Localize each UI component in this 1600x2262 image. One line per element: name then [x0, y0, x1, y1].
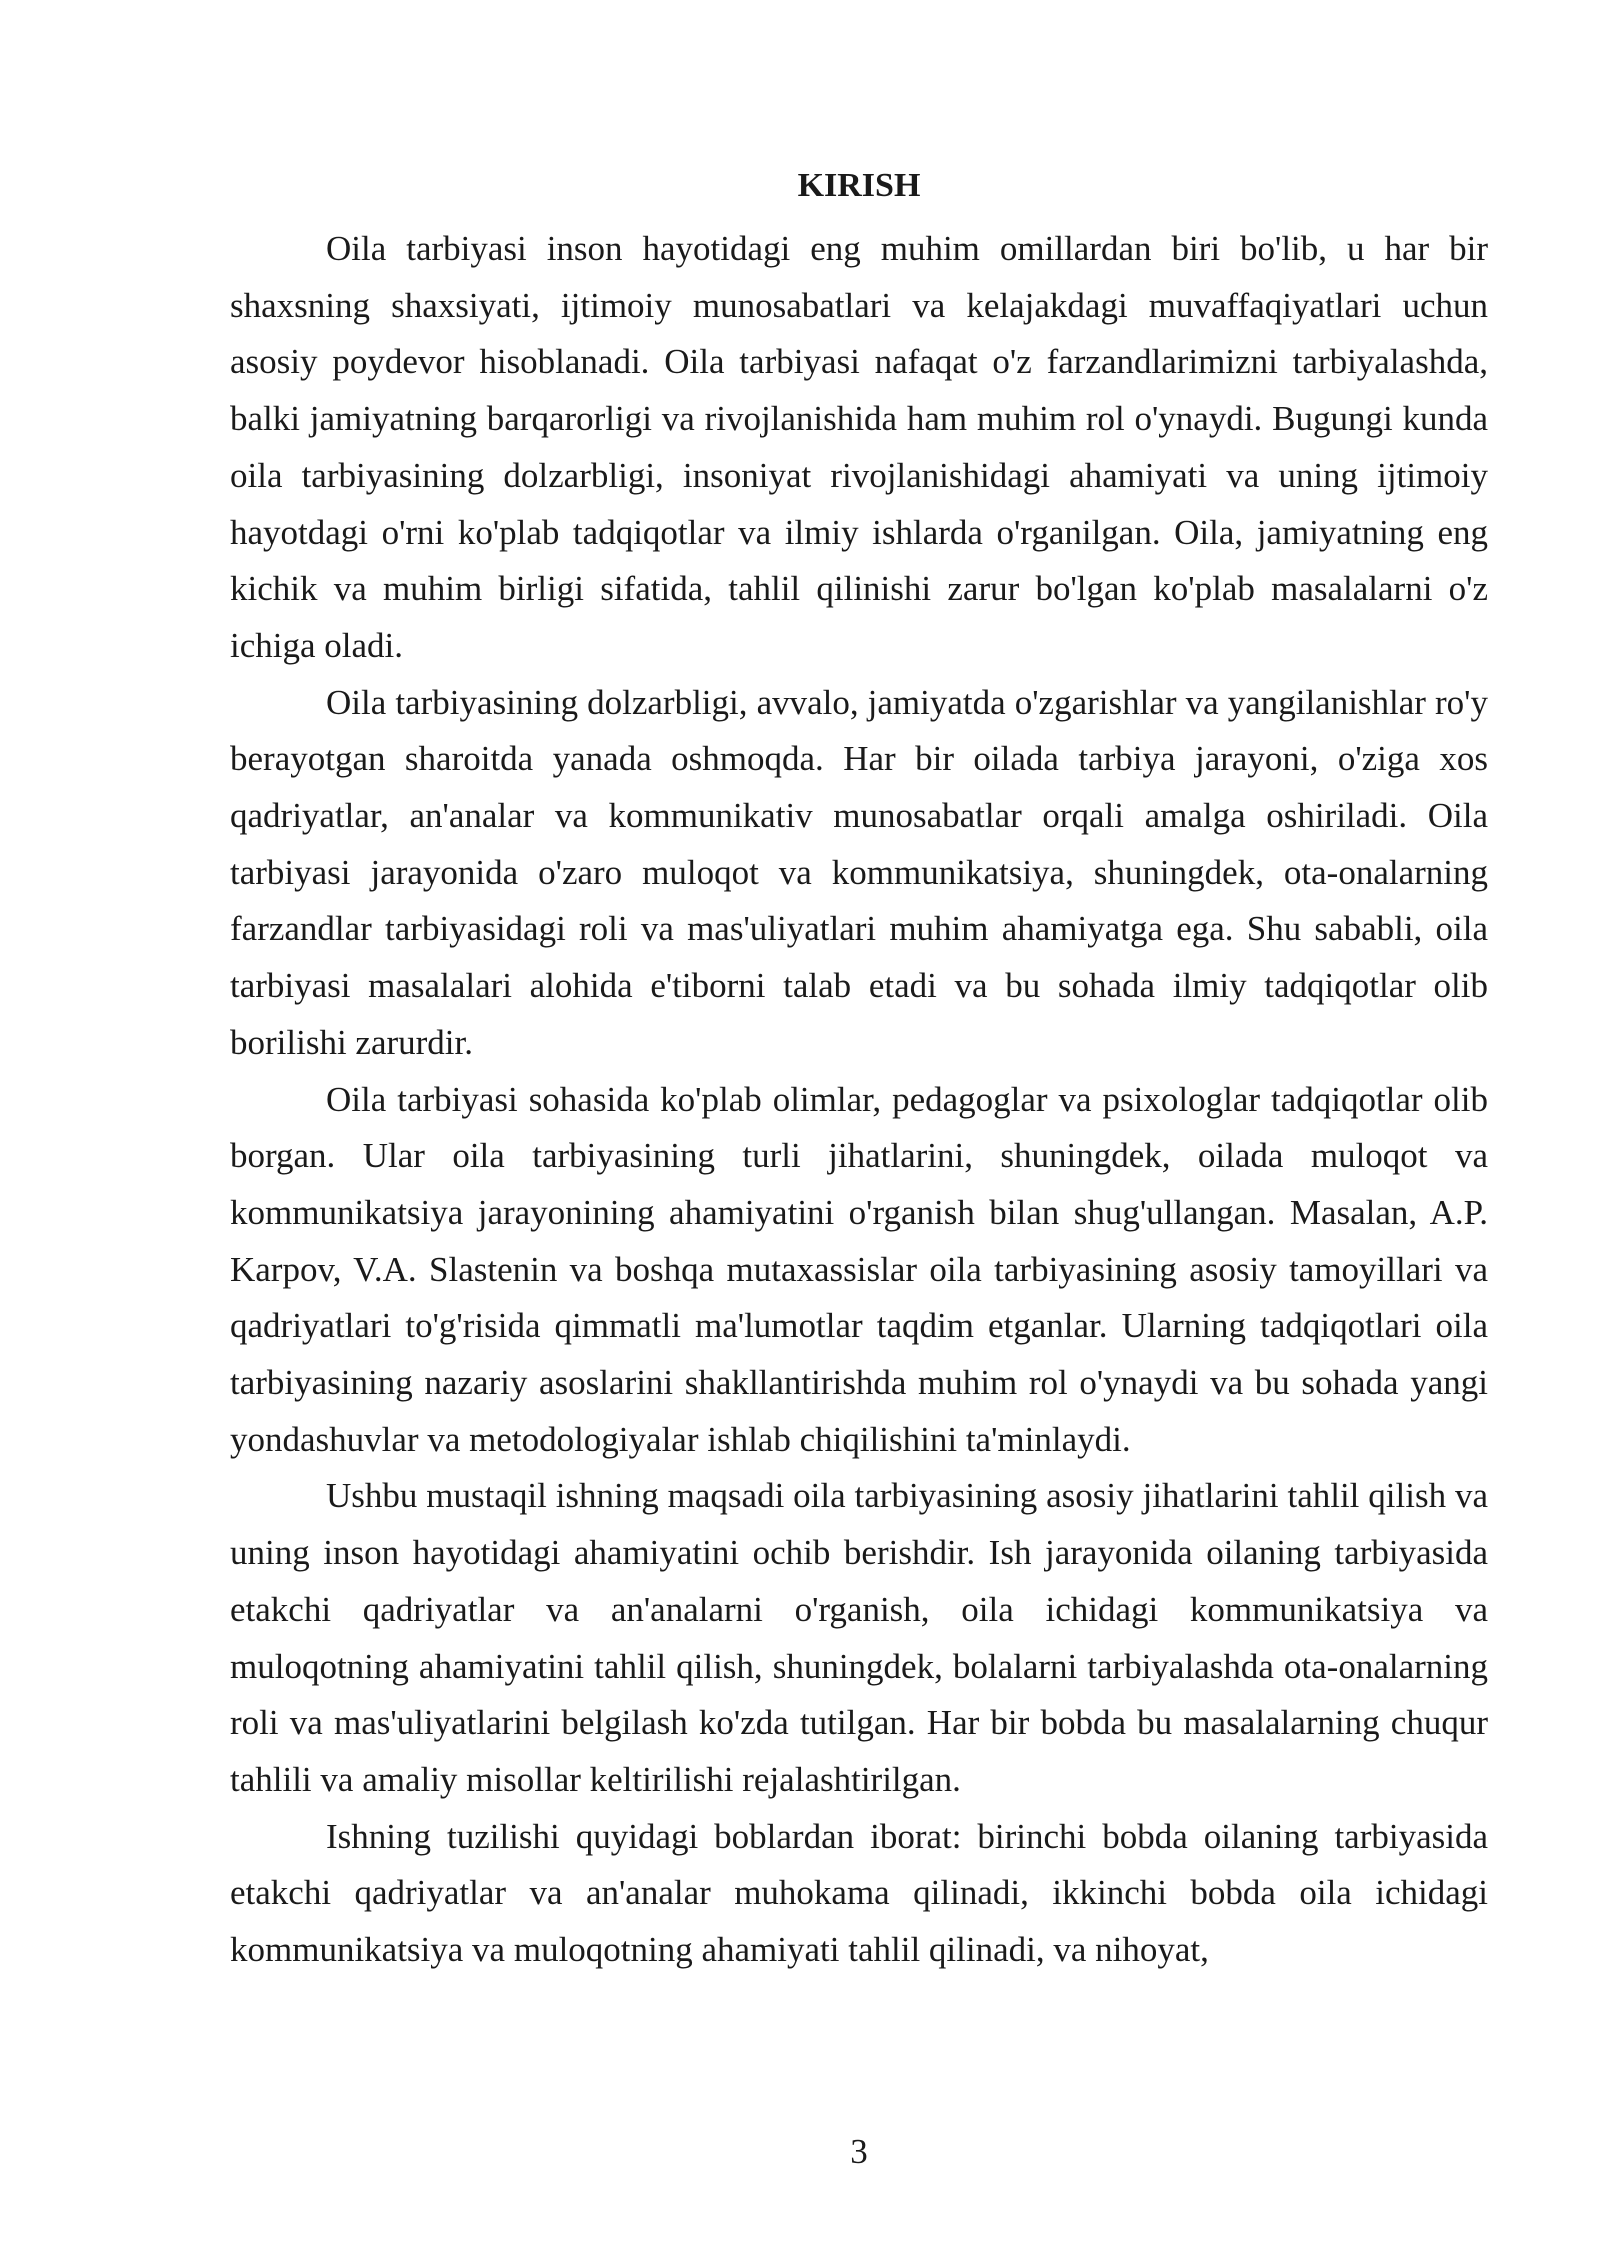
- paragraph-5: Ishning tuzilishi quyidagi boblardan iborat: birinchi bobda oilaning tarbiyasida etakchi qadriyatlar va an'analar muhokama qilinadi, ikkinchi bobda oila ichidagi kommunikatsiya va muloqotning ahamiyati tahlil qilinadi, va nihoyat,: [230, 1816, 1488, 1970]
- section-title: KIRISH: [797, 167, 921, 204]
- paragraph-3: Oila tarbiyasi sohasida ko'plab olimlar, pedagoglar va psixologlar tadqiqotlar olib borgan. Ular oila tarbiyasining turli jihatlarini, shuningdek, oilada muloqot va kommunikatsiya jarayonining ahamiyatini o'rganish bilan shug'ullangan. Masalan, A.P. Karpov, V.A. Slastenin va boshqa mutaxassislar oila tarbiyasining asosiy tamoyillari va qadriyatlari to'g'risida qimmatli ma'lumotlar taqdim etganlar. Ularning tadqiqotlari oila tarbiyasining nazariy asoslarini shakllantirishda muhim rol o'ynaydi va bu sohada yangi yondashuvlar va metodologiyalar ishlab chiqilishini ta'minlaydi.: [230, 1079, 1488, 1459]
- page-content: [230, 164, 1488, 1979]
- paragraph-1: Oila tarbiyasi inson hayotidagi eng muhim omillardan biri bo'lib, u har bir shaxsning shaxsiyati, ijtimoiy munosabatlari va kelajakdagi muvaffaqiyatlari uchun asosiy poydevor hisoblanadi. Oila tarbiyasi nafaqat o'z farzandlarimizni tarbiyalashda, balki jamiyatning barqarorligi va rivojlanishida ham muhim rol o'ynaydi. Bugungi kunda oila tarbiyasining dolzarbligi, insoniyat rivojlanishidagi ahamiyati va uning ijtimoiy hayotdagi o'rni ko'plab tadqiqotlar va ilmiy ishlarda o'rganilgan. Oila, jamiyatning eng kichik va muhim birligi sifatida, tahlil qilinishi zarur bo'lgan ko'plab masalalarni o'z ichiga oladi.: [230, 229, 1488, 665]
- paragraph-4: Ushbu mustaqil ishning maqsadi oila tarbiyasining asosiy jihatlarini tahlil qilish va uning inson hayotidagi ahamiyatini ochib berishdir. Ish jarayonida oilaning tarbiyasida etakchi qadriyatlar va an'analarni o'rganish, oila ichidagi kommunikatsiya va muloqotning ahamiyatini tahlil qilish, shuningdek, bolalarni tarbiyalashda ota-onalarning roli va mas'uliyatlarini belgilash ko'zda tutilgan. Har bir bobda bu masalalarning chuqur tahlili va amaliy misollar keltirilishi rejalashtirilgan.: [230, 1476, 1488, 1799]
- page-number: 3: [850, 2132, 868, 2171]
- paragraph-2: Oila tarbiyasining dolzarbligi, avvalo, jamiyatda o'zgarishlar va yangilanishlar ro'y berayotgan sharoitda yanada oshmoqda. Har bir oilada tarbiya jarayoni, o'ziga xos qadriyatlar, an'analar va kommunikativ munosabatlar orqali amalga oshiriladi. Oila tarbiyasi jarayonida o'zaro muloqot va kommunikatsiya, shuningdek, ota-onalarning farzandlar tarbiyasidagi roli va mas'uliyatlari muhim ahamiyatga ega. Shu sababli, oila tarbiyasi masalalari alohida e'tiborni talab etadi va bu sohada ilmiy tadqiqotlar olib borilishi zarurdir.: [230, 682, 1488, 1062]
